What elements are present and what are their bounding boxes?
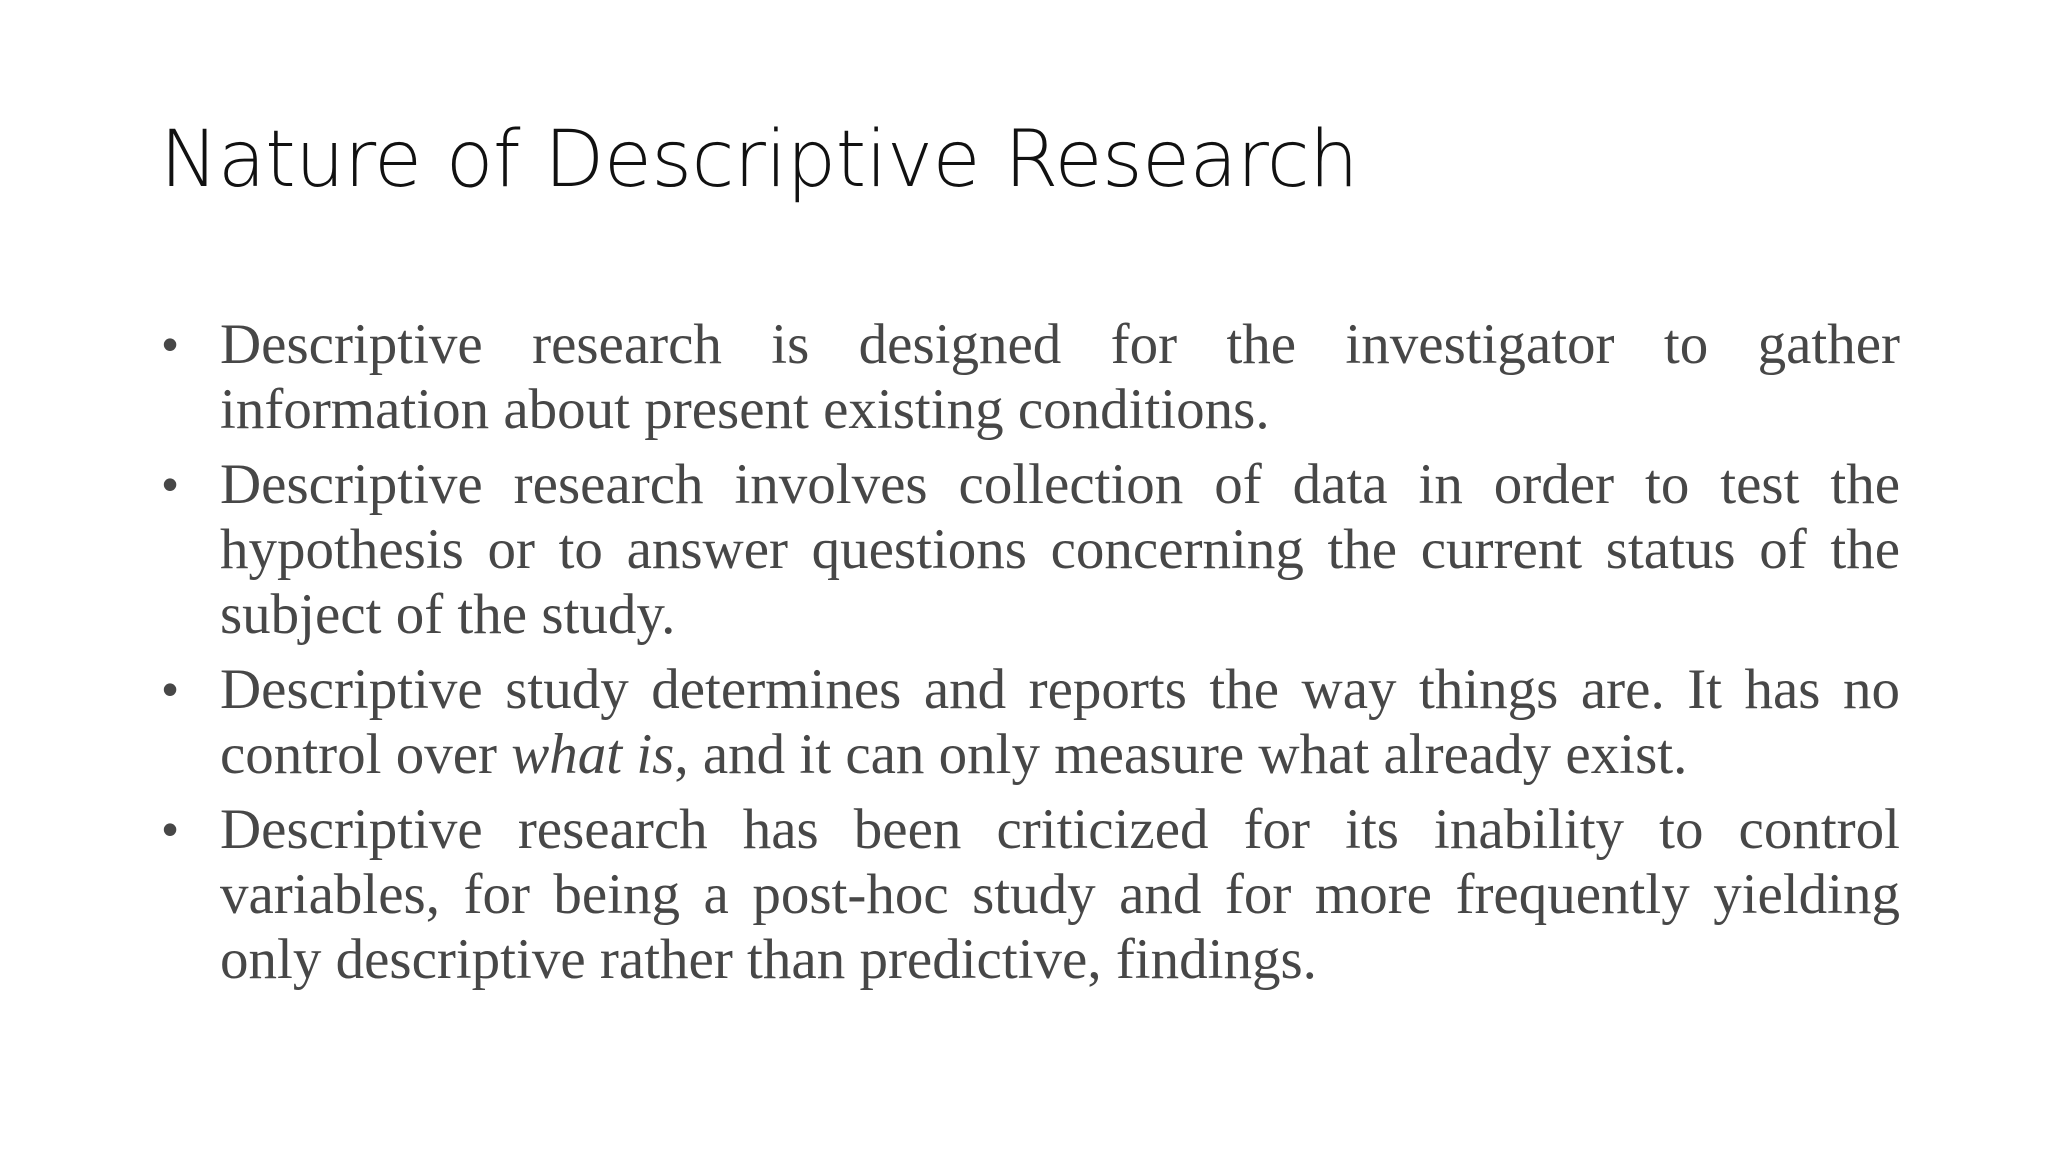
bullet-icon: •: [162, 318, 179, 370]
bullet-text: Descriptive research is designed for the investigator to gather information about present existing conditions.: [220, 313, 1900, 441]
bullet-item-1: [160, 312, 1900, 442]
slide-title: Nature of Descriptive Research: [160, 115, 1359, 205]
bullet-icon: •: [162, 663, 179, 715]
bullet-item-3: [160, 657, 1900, 787]
bullet-icon: •: [162, 458, 179, 510]
bullet-text-before: Descriptive study determines and reports the way things are. It has no control over: [220, 658, 1900, 786]
bullet-text-after: , and it can only measure what already exist.: [674, 723, 1688, 786]
bullet-text: Descriptive research has been criticized for its inability to control variables, for being a post-hoc study and for more frequently yielding only descriptive rather than predictive, findings.: [220, 798, 1900, 991]
bullet-item-2: [160, 452, 1900, 647]
bullet-list: [160, 312, 1900, 1002]
bullet-text-emphasis: what is: [511, 723, 675, 786]
bullet-icon: •: [162, 803, 179, 855]
bullet-text: Descriptive research involves collection of data in order to test the hypothesis or to answer questions concerning the current status of the subject of the study.: [220, 453, 1900, 646]
bullet-item-4: [160, 797, 1900, 992]
